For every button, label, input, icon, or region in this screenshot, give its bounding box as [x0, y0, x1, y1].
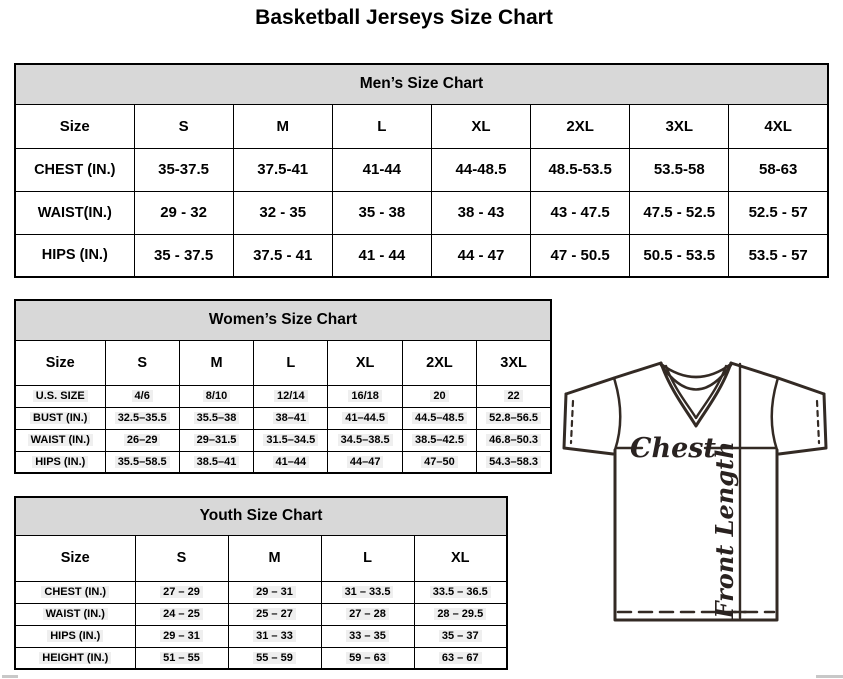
- cell-text: 53.5-58: [653, 161, 705, 178]
- measurement-row: [15, 647, 507, 669]
- cell-text: 59 – 63: [346, 652, 389, 664]
- measurement-row-label: [15, 234, 134, 277]
- measurement-value-cell: [135, 581, 228, 603]
- measurement-value-cell: [105, 451, 179, 473]
- size-column-header: [477, 340, 551, 385]
- cell-text: 22: [504, 390, 522, 402]
- measurement-value-cell: [402, 385, 476, 407]
- size-column-header: [328, 340, 402, 385]
- measurement-value-cell: [233, 148, 332, 191]
- section-title: [15, 300, 551, 340]
- measurement-row: [15, 385, 551, 407]
- youth-size-chart-table: [14, 496, 508, 670]
- measurement-value-cell: [477, 385, 551, 407]
- cell-text: 50.5 - 53.5: [643, 246, 716, 264]
- cell-text: 27 – 28: [346, 608, 389, 620]
- cell-text: 35 - 38: [358, 204, 406, 221]
- cell-text: U.S. SIZE: [33, 390, 88, 402]
- cell-text: 47.5 - 52.5: [643, 204, 716, 221]
- cell-text: BUST (IN.): [30, 412, 90, 424]
- measurement-value-cell: [105, 407, 179, 429]
- measurement-row-label: [15, 647, 135, 669]
- cell-text: CHEST (IN.): [34, 161, 116, 178]
- womens-size-chart-table: [14, 299, 552, 474]
- cell-text: 41 - 44: [358, 246, 406, 264]
- cell-text: Youth Size Chart: [199, 507, 323, 525]
- measurement-value-cell: [328, 407, 402, 429]
- cell-text: 3XL: [500, 354, 527, 371]
- measurement-value-cell: [254, 429, 328, 451]
- measurement-value-cell: [431, 234, 530, 277]
- measurement-value-cell: [729, 148, 828, 191]
- page-title: Basketball Jerseys Size Chart: [255, 6, 553, 29]
- measurement-row: [15, 148, 828, 191]
- cell-text: 24 – 25: [160, 608, 203, 620]
- cell-text: 43 - 47.5: [550, 204, 610, 221]
- measurement-row-label: [15, 191, 134, 234]
- measurement-value-cell: [135, 625, 228, 647]
- cell-text: HIPS (IN.): [32, 456, 88, 468]
- cell-text: 35.5–38: [194, 412, 240, 424]
- cell-text: XL: [471, 117, 491, 135]
- measurement-value-cell: [233, 234, 332, 277]
- measurement-value-cell: [630, 191, 729, 234]
- measurement-value-cell: [414, 581, 507, 603]
- cell-text: 29–31.5: [194, 434, 240, 446]
- front-length-measure-label: Front Length: [710, 441, 739, 619]
- measurement-value-cell: [228, 603, 321, 625]
- cell-text: 4/6: [132, 390, 153, 402]
- cell-text: 55 – 59: [253, 652, 296, 664]
- cell-text: 26–29: [124, 434, 161, 446]
- size-column-header: [402, 340, 476, 385]
- measurement-value-cell: [135, 647, 228, 669]
- measurement-value-cell: [135, 603, 228, 625]
- size-column-header: [233, 104, 332, 148]
- cell-text: 31 – 33.5: [342, 586, 394, 598]
- measurement-value-cell: [332, 191, 431, 234]
- measurement-value-cell: [729, 234, 828, 277]
- cell-text: 31.5–34.5: [263, 434, 318, 446]
- measurement-value-cell: [105, 385, 179, 407]
- jersey-collar-back-arc: [661, 364, 731, 377]
- measurement-row-label: [15, 625, 135, 647]
- cell-text: 2XL: [566, 117, 594, 135]
- measurement-value-cell: [179, 451, 253, 473]
- cell-text: 44–47: [347, 456, 384, 468]
- section-title: [15, 497, 507, 535]
- measurement-value-cell: [328, 429, 402, 451]
- cell-text: 52.8–56.5: [486, 412, 541, 424]
- measurement-value-cell: [254, 385, 328, 407]
- size-corner-header: [15, 340, 105, 385]
- measurement-value-cell: [431, 191, 530, 234]
- cell-text: 47–50: [421, 456, 458, 468]
- cell-text: 35 – 37: [439, 630, 482, 642]
- measurement-value-cell: [414, 647, 507, 669]
- measurement-value-cell: [254, 407, 328, 429]
- cell-text: 63 – 67: [439, 652, 482, 664]
- cell-text: 37.5 - 41: [253, 246, 313, 264]
- cell-text: 3XL: [665, 117, 694, 135]
- jersey-left-armhole-seam: [614, 378, 620, 450]
- section-title-row: [15, 497, 507, 535]
- cell-text: 44-48.5: [455, 161, 507, 178]
- cell-text: 38.5–42.5: [412, 434, 467, 446]
- cell-text: 27 – 29: [160, 586, 203, 598]
- measurement-value-cell: [228, 625, 321, 647]
- measurement-value-cell: [531, 191, 630, 234]
- size-column-header: [321, 535, 414, 581]
- measurement-value-cell: [328, 451, 402, 473]
- size-column-header: [105, 340, 179, 385]
- cell-text: M: [210, 354, 223, 371]
- cell-text: 47 - 50.5: [550, 246, 610, 264]
- cell-text: 44.5–48.5: [412, 412, 467, 424]
- cell-text: HEIGHT (IN.): [39, 652, 111, 664]
- cell-text: HIPS (IN.): [47, 630, 103, 642]
- measurement-value-cell: [321, 625, 414, 647]
- measurement-value-cell: [179, 429, 253, 451]
- size-column-header: [431, 104, 530, 148]
- cell-text: 41–44.5: [342, 412, 388, 424]
- cell-text: 34.5–38.5: [338, 434, 393, 446]
- measurement-value-cell: [321, 647, 414, 669]
- cell-text: HIPS (IN.): [41, 247, 108, 264]
- size-column-header: [254, 340, 328, 385]
- jersey-right-cuff-stitch: [817, 401, 819, 443]
- size-column-header: [135, 535, 228, 581]
- cell-text: M: [276, 117, 289, 135]
- measurement-value-cell: [228, 581, 321, 603]
- measurement-value-cell: [402, 429, 476, 451]
- cell-text: 33 – 35: [346, 630, 389, 642]
- cell-text: 44 - 47: [457, 246, 505, 264]
- cell-text: 38–41: [273, 412, 310, 424]
- cell-text: 31 – 33: [253, 630, 296, 642]
- cell-text: 48.5-53.5: [548, 161, 612, 178]
- cropped-fragment-bottom-left: [2, 675, 18, 678]
- cell-text: 32 - 35: [259, 204, 307, 221]
- measurement-row: [15, 603, 507, 625]
- measurement-row-label: [15, 581, 135, 603]
- measurement-value-cell: [321, 603, 414, 625]
- cell-text: 46.8–50.3: [486, 434, 541, 446]
- column-header-row: [15, 104, 828, 148]
- cell-text: 29 – 31: [253, 586, 296, 598]
- measurement-value-cell: [332, 148, 431, 191]
- jersey-right-armhole-seam: [772, 378, 778, 450]
- measurement-row: [15, 234, 828, 277]
- size-column-header: [179, 340, 253, 385]
- size-corner-header: [15, 104, 134, 148]
- section-title-row: [15, 300, 551, 340]
- cell-text: 2XL: [426, 354, 453, 371]
- cell-text: L: [286, 354, 296, 371]
- size-column-header: [531, 104, 630, 148]
- cell-text: 38 - 43: [457, 204, 505, 221]
- cell-text: 12/14: [274, 390, 308, 402]
- jersey-body-outline: [615, 450, 777, 620]
- cell-text: 25 – 27: [253, 608, 296, 620]
- cell-text: Men’s Size Chart: [359, 75, 484, 93]
- measurement-value-cell: [531, 234, 630, 277]
- measurement-value-cell: [228, 647, 321, 669]
- measurement-row: [15, 451, 551, 473]
- cell-text: L: [377, 117, 387, 135]
- measurement-value-cell: [477, 451, 551, 473]
- measurement-row-label: [15, 407, 105, 429]
- measurement-value-cell: [105, 429, 179, 451]
- measurement-value-cell: [179, 385, 253, 407]
- measurement-value-cell: [134, 148, 233, 191]
- jersey-left-cuff-stitch: [571, 401, 573, 443]
- cell-text: Size: [59, 117, 90, 135]
- section-title-row: [15, 64, 828, 104]
- size-column-header: [228, 535, 321, 581]
- measurement-value-cell: [477, 407, 551, 429]
- cropped-fragment-bottom-right: [816, 675, 843, 678]
- cell-text: Size: [45, 354, 75, 371]
- cell-text: 52.5 - 57: [748, 204, 808, 221]
- measurement-row-label: [15, 385, 105, 407]
- measurement-row-label: [15, 451, 105, 473]
- cell-text: 35.5–58.5: [115, 456, 170, 468]
- cell-text: 41-44: [362, 161, 402, 178]
- cell-text: Women’s Size Chart: [208, 311, 358, 329]
- size-column-header: [134, 104, 233, 148]
- measurement-row: [15, 581, 507, 603]
- cell-text: WAIST (IN.): [43, 608, 108, 620]
- measurement-value-cell: [254, 451, 328, 473]
- cell-text: 16/18: [348, 390, 382, 402]
- cell-text: 35 - 37.5: [153, 246, 214, 264]
- size-column-header: [414, 535, 507, 581]
- cell-text: 29 - 32: [160, 204, 207, 221]
- measurement-value-cell: [179, 407, 253, 429]
- cell-text: 32.5–35.5: [115, 412, 170, 424]
- measurement-value-cell: [402, 407, 476, 429]
- measurement-value-cell: [729, 191, 828, 234]
- measurement-value-cell: [414, 625, 507, 647]
- measurement-row: [15, 191, 828, 234]
- cell-text: 38.5–41: [194, 456, 240, 468]
- measurement-value-cell: [332, 234, 431, 277]
- cell-text: 28 – 29.5: [434, 608, 486, 620]
- cell-text: 58-63: [758, 161, 798, 178]
- section-title: [15, 64, 828, 104]
- mens-size-chart-table: [14, 63, 829, 278]
- cell-text: Size: [60, 550, 90, 566]
- measurement-row: [15, 429, 551, 451]
- cell-text: S: [176, 550, 187, 566]
- measurement-row-label: [15, 148, 134, 191]
- cell-text: 29 – 31: [160, 630, 203, 642]
- cell-text: 51 – 55: [160, 652, 203, 664]
- cell-text: 53.5 - 57: [748, 246, 808, 264]
- measurement-value-cell: [134, 191, 233, 234]
- measurement-row: [15, 625, 507, 647]
- measurement-value-cell: [402, 451, 476, 473]
- cell-text: 20: [430, 390, 448, 402]
- measurement-value-cell: [328, 385, 402, 407]
- cell-text: 8/10: [203, 390, 230, 402]
- cell-text: WAIST(IN.): [37, 204, 112, 221]
- cell-text: 41–44: [273, 456, 310, 468]
- measurement-row: [15, 407, 551, 429]
- measurement-row-label: [15, 603, 135, 625]
- size-corner-header: [15, 535, 135, 581]
- cell-text: L: [363, 550, 372, 566]
- measurement-value-cell: [630, 148, 729, 191]
- column-header-row: [15, 535, 507, 581]
- cell-text: S: [178, 117, 189, 135]
- cell-text: 33.5 – 36.5: [430, 586, 491, 598]
- chest-measure-label: Chest: [630, 433, 716, 464]
- cell-text: 37.5-41: [257, 161, 309, 178]
- cell-text: M: [268, 550, 281, 566]
- cell-text: S: [137, 354, 147, 371]
- measurement-value-cell: [414, 603, 507, 625]
- measurement-value-cell: [321, 581, 414, 603]
- size-column-header: [332, 104, 431, 148]
- size-column-header: [630, 104, 729, 148]
- cell-text: XL: [450, 550, 470, 566]
- measurement-value-cell: [431, 148, 530, 191]
- measurement-value-cell: [531, 148, 630, 191]
- measurement-value-cell: [477, 429, 551, 451]
- jersey-measurement-diagram: [556, 356, 843, 638]
- measurement-value-cell: [233, 191, 332, 234]
- cell-text: 4XL: [764, 117, 792, 135]
- cell-text: CHEST (IN.): [41, 586, 109, 598]
- column-header-row: [15, 340, 551, 385]
- measurement-value-cell: [134, 234, 233, 277]
- cell-text: WAIST (IN.): [28, 434, 93, 446]
- cell-text: XL: [355, 354, 375, 371]
- measurement-value-cell: [630, 234, 729, 277]
- cell-text: 35-37.5: [158, 161, 209, 178]
- cell-text: 54.3–58.3: [486, 456, 541, 468]
- size-column-header: [729, 104, 828, 148]
- measurement-row-label: [15, 429, 105, 451]
